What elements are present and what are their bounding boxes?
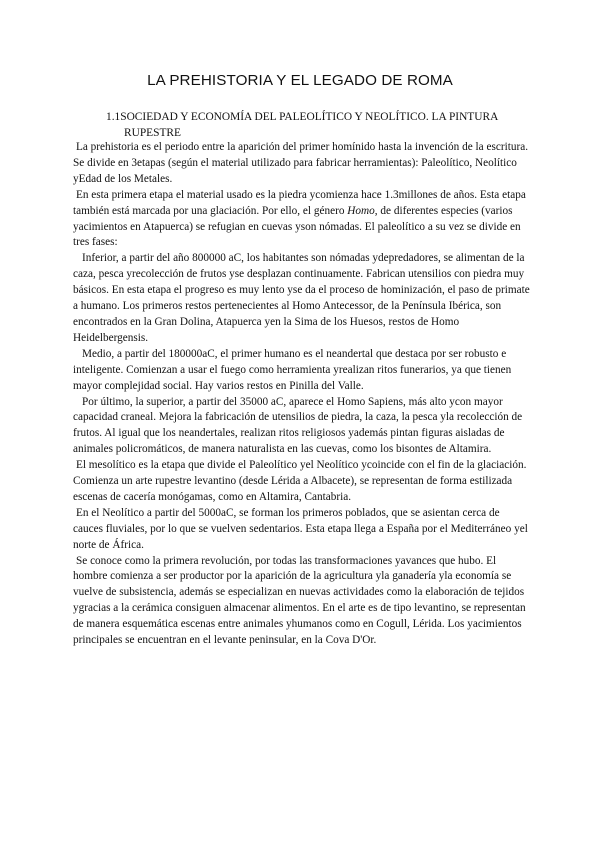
paragraph-superior: Por último, la superior, a partir del 35000 aC, aparece el Homo Sapiens, más alto ycon mayor capacidad craneal. Mejora la fabricación de utensilios de piedra, la caza, la pesca yla recolección de frutos. Al igual que los neandertales, realizan ritos religiosos yademás pintan figuras aisladas de animales policromáticos, de manera naturalista en las cuevas, como los bisontes de Altamira. [73,395,523,456]
paragraph-paleolitico-text-b: , de diferentes especies (varios yacimientos en Atapuerca) se refugian en cuevas yson nómadas. El paleolítico a su vez se divide en tres fases: [73,204,521,249]
paragraph-revolucion: Se conoce como la primera revolución, por todas las transformaciones yavances que hubo. El hombre comienza a ser productor por la aparición de la agricultura yla ganadería yla economía se vuelve de subsistencia, además se especializan en nuevas actividades como la elaboración de tejidos ygracias a la cerámica consiguen almacenar alimentos. En el arte es de tipo levantino, se representan de manera esquemática escenas entre animales yhumanos como en Cogull, Lérida. Los yacimientos principales se encuentran en el levante peninsular, en la Cova D'Or. [73,554,526,647]
section-heading-line2: RUPESTRE [124,127,181,139]
paragraph-paleolitico [73,188,531,252]
paragraph-neolitico: En el Neolítico a partir del 5000aC, se forman los primeros poblados, que se asientan cerca de cauces fluviales, por lo que se vuelven sedentarios. Esta etapa llega a España por el Mediterráneo yel norte de África. [73,506,528,551]
paragraph-prehistoria: La prehistoria es el periodo entre la aparición del primer homínido hasta la invención de la escritura. Se divide en 3etapas (según el material utilizado para fabricar herramientas): Paleolítico, Neolítico yEdad de los Metales. [73,141,529,185]
document-title: LA PREHISTORIA Y EL LEGADO DE ROMA [147,72,453,89]
paragraph-mesolitico: El mesolítico es la etapa que divide el Paleolítico yel Neolítico ycoincide con el fin de la glaciación. Comienza un arte rupestre levantino (desde Lérida a Albacete), se representan de forma estilizada escenas de cacería monógamas, como en Altamira, Cantabria. [73,459,527,503]
paragraph-paleolitico-text-a: En esta primera etapa el material usado es la piedra ycomienza hace 1.3millones de años. Esta etapa también está marcada por una glaciación. Por ello, el género [73,188,526,217]
paragraph-medio: Medio, a partir del 180000aC, el primer humano es el neandertal que destaca por ser robusto e inteligente. Comienzan a usar el fuego como herramienta yrealizan ritos funerarios, ya que tienen mayor complejidad social. Hay varios restos en Pinilla del Valle. [73,347,512,392]
paragraph-inferior: Inferior, a partir del año 800000 aC, los habitantes son nómadas ydepredadores, se alimentan de la caza, pesca yrecolección de frutos yse desplazan continuamente. Fabrican utensilios con piedra muy básicos. En esta etapa el progreso es muy lento yse da el proceso de hominización, el paso de primate a humano. Los primeros restos pertenecientes al Homo Antecessor, de la Península Ibérica, son encontrados en la Gran Dolina, Atapuerca yen la Sima de los Huesos, restos de Homo Heidelbergensis. [73,252,530,344]
document-body [73,140,531,649]
section-heading-line1: 1.1SOCIEDAD Y ECONOMÍA DEL PALEOLÍTICO Y NEOLÍTICO. LA PINTURA [106,111,499,123]
section-heading [106,109,526,141]
homo-emphasis: Homo [347,204,375,217]
